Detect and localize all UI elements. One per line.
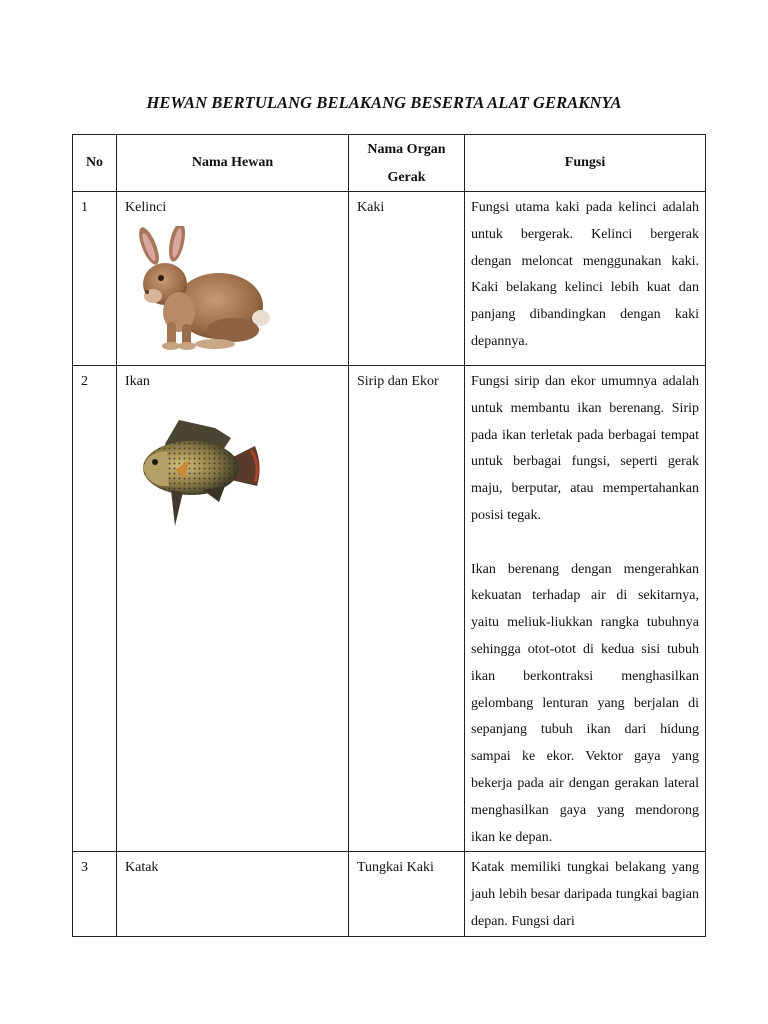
header-no: No: [73, 135, 117, 192]
header-organ-line1: Nama Organ: [367, 142, 446, 157]
table-row: [73, 852, 706, 936]
function-cell: [465, 192, 706, 366]
organ-cell: [349, 192, 465, 366]
animal-name: Katak: [125, 860, 159, 876]
table-header-row: [73, 135, 706, 192]
fish-image: [127, 416, 267, 541]
table-row: [73, 366, 706, 852]
table-row: [73, 192, 706, 366]
animal-cell: [117, 366, 349, 852]
organ-cell: [349, 366, 465, 852]
organ-cell: [349, 852, 465, 936]
function-cell: [465, 366, 706, 852]
organ-name: Kaki: [357, 200, 385, 215]
animal-name: Kelinci: [125, 200, 167, 215]
document-title: HEWAN BERTULANG BELAKANG BESERTA ALAT GERAKNYA: [146, 93, 622, 112]
header-organ-line2: Gerak: [387, 170, 426, 185]
row-number: 3: [73, 852, 117, 936]
function-paragraph: Ikan berenang dengan mengerahkan kekuatan terhadap air di sekitarnya, yaitu meliuk-liukkan rangka tubuhnya sehingga otot-otot di kedua sisi tubuh ikan berkontraksi menghasilkan gelombang lenturan yang berjalan di sepanjang tubuh ikan dari hidung sampai ke ekor. Vektor gaya yang bekerja pada air dengan gerakan lateral menghasilkan gaya yang mendorong ikan ke depan.: [471, 561, 699, 845]
organ-name: Tungkai Kaki: [357, 860, 434, 876]
header-function: Fungsi: [465, 135, 706, 192]
animal-cell: [117, 192, 349, 366]
organ-name: Sirip dan Ekor: [357, 374, 439, 389]
header-animal-name: Nama Hewan: [117, 135, 349, 192]
row-number: 1: [73, 192, 117, 366]
header-organ: [349, 135, 465, 192]
function-paragraph: Katak memiliki tungkai belakang yang jauh lebih besar daripada tungkai bagian depan. Fungsi dari: [471, 860, 699, 929]
function-paragraph: Fungsi sirip dan ekor umumnya adalah untuk membantu ikan berenang. Sirip pada ikan terletak pada berbagai tempat untuk berbagai fungsi, seperti gerak maju, berputar, atau mempertahankan posisi tegak.: [471, 374, 699, 523]
row-number: 2: [73, 366, 117, 852]
function-paragraph: Fungsi utama kaki pada kelinci adalah untuk bergerak. Kelinci bergerak dengan meloncat menggunakan kaki. Kaki belakang kelinci lebih kuat dan panjang dibandingkan dengan kaki depannya.: [471, 200, 699, 349]
function-cell: [465, 852, 706, 936]
animal-name: Ikan: [125, 374, 150, 389]
rabbit-image: [127, 226, 277, 354]
animal-cell: [117, 852, 349, 936]
animals-table: [72, 134, 706, 937]
